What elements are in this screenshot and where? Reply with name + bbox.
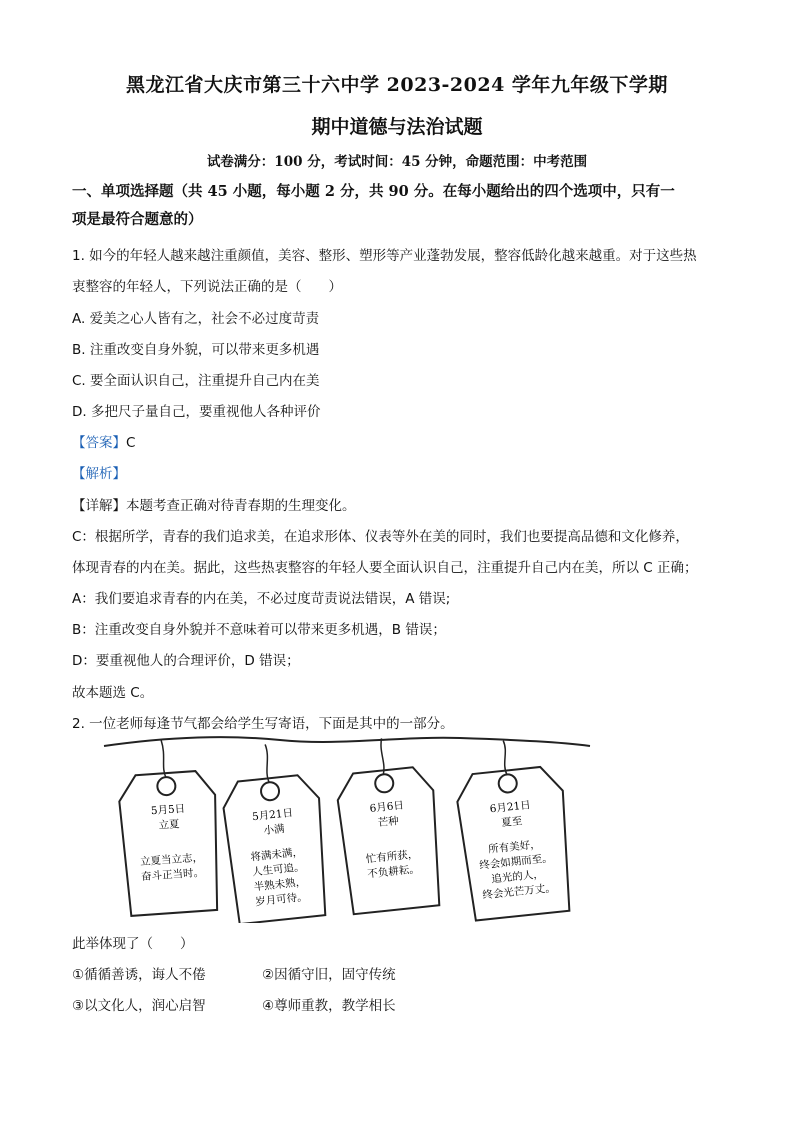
card-term: 小满 [263, 822, 286, 838]
card-date: 6月6日 [369, 799, 405, 815]
exam-meta: 试卷满分：100 分，考试时间：45 分钟，命题范围：中考范围 [206, 154, 588, 170]
q1-expl-c-line1: C：根据所学，青春的我们追求美，在追求形体、仪表等外在美的同时，我们也要提高品德和文化修养， [72, 529, 689, 545]
detail-tag: 【详解】 [72, 498, 126, 514]
q2-option-4: ④尊师重教，教学相长 [262, 998, 396, 1014]
card-hole [498, 774, 518, 794]
card-line: 将满未满， [249, 846, 304, 864]
card-line: 半熟未熟， [253, 875, 307, 894]
q2-option-1: ①循循善诱，诲人不倦 [72, 967, 206, 983]
exam-title-line2: 期中道德与法治试题 [311, 116, 483, 138]
answer-tag: 【答案】 [72, 435, 126, 451]
card-string [264, 744, 270, 782]
card-string [380, 738, 386, 774]
q2-option-2: ②因循守旧，固守传统 [262, 967, 396, 983]
q1-stem-line1: 1. 如今的年轻人越来越注重颜值，美容、整形、塑形等产业蓬勃发展，整容低龄化越来越重。对于这些热 [72, 248, 697, 264]
q1-option-c: C. 要全面认识自己，注重提升自己内在美 [72, 373, 320, 389]
q1-expl-b: B：注重改变自身外貌并不意味着可以带来更多机遇，B 错误； [72, 622, 446, 638]
card-xiaoman [217, 739, 331, 923]
card-date: 5月21日 [251, 806, 294, 824]
card-date: 5月5日 [150, 802, 186, 818]
exam-title-line1: 黑龙江省大庆市第三十六中学 2023-2024 学年九年级下学期 [126, 74, 668, 96]
card-mangzhong [332, 734, 445, 915]
card-line: 终会如期而至。 [478, 852, 554, 872]
card-line: 不负耕耘。 [366, 863, 421, 881]
q1-expl-d: D：要重视他人的合理评价，D 错误； [72, 653, 300, 669]
card-hole [260, 781, 280, 801]
hanging-string [104, 737, 590, 746]
card-line: 终会光芒万丈。 [481, 882, 557, 902]
card-line: 忙有所获， [365, 848, 419, 866]
q1-analysis [72, 462, 126, 482]
solar-term-cards-illustration [100, 728, 600, 923]
card-line: 岁月可待。 [254, 890, 309, 909]
card-line: 立夏当立志， [139, 851, 204, 869]
q1-option-b: B. 注重改变自身外貌，可以带来更多机遇 [72, 342, 320, 358]
card-xiazhi [452, 735, 576, 921]
card-term: 夏至 [500, 815, 523, 830]
card-line: 人生可追。 [251, 861, 306, 879]
card-date: 6月21日 [489, 799, 532, 816]
q2-prompt: 此举体现了（ ） [72, 936, 194, 952]
q1-expl-a: A：我们要追求青春的内在美，不必过度苛责说法错误，A 错误; [72, 591, 451, 607]
card-string [161, 740, 166, 777]
card-line: 追光的人， [490, 868, 545, 886]
answer-value: C [126, 435, 136, 451]
card-lixia [115, 737, 223, 916]
q1-expl-c-line2: 体现青春的内在美。据此，这些热衷整容的年轻人要全面认识自己，注重提升自己内在美，所以 C 正确； [72, 560, 698, 576]
q2-stem: 2. 一位老师每逢节气都会给学生写寄语，下面是其中的一部分。 [72, 716, 454, 732]
section-heading-line1: 一、单项选择题（共 45 小题，每小题 2 分，共 90 分。在每小题给出的四个选项中，只有一 [72, 183, 675, 200]
card-term: 芒种 [377, 815, 400, 830]
q1-conclusion: 故本题选 C。 [72, 685, 154, 701]
q2-option-3: ③以文化人，润心启智 [72, 998, 206, 1014]
card-line: 奋斗正当时。 [140, 866, 205, 884]
analysis-tag: 【解析】 [72, 466, 126, 482]
q1-option-a: A. 爱美之心人皆有之，社会不必过度苛责 [72, 311, 320, 327]
card-term: 立夏 [158, 818, 180, 832]
card-hole [374, 773, 394, 793]
card-hole [157, 777, 176, 796]
q1-stem-line2: 衷整容的年轻人，下列说法正确的是（ ） [72, 279, 342, 295]
q1-detail [72, 494, 356, 514]
q1-answer [72, 431, 135, 451]
section-heading-line2: 项是最符合题意的） [72, 211, 203, 228]
detail-text: 本题考查正确对待青春期的生理变化。 [126, 498, 356, 514]
q1-option-d: D. 多把尺子量自己，要重视他人各种评价 [72, 404, 321, 420]
card-line: 所有美好， [487, 838, 542, 856]
